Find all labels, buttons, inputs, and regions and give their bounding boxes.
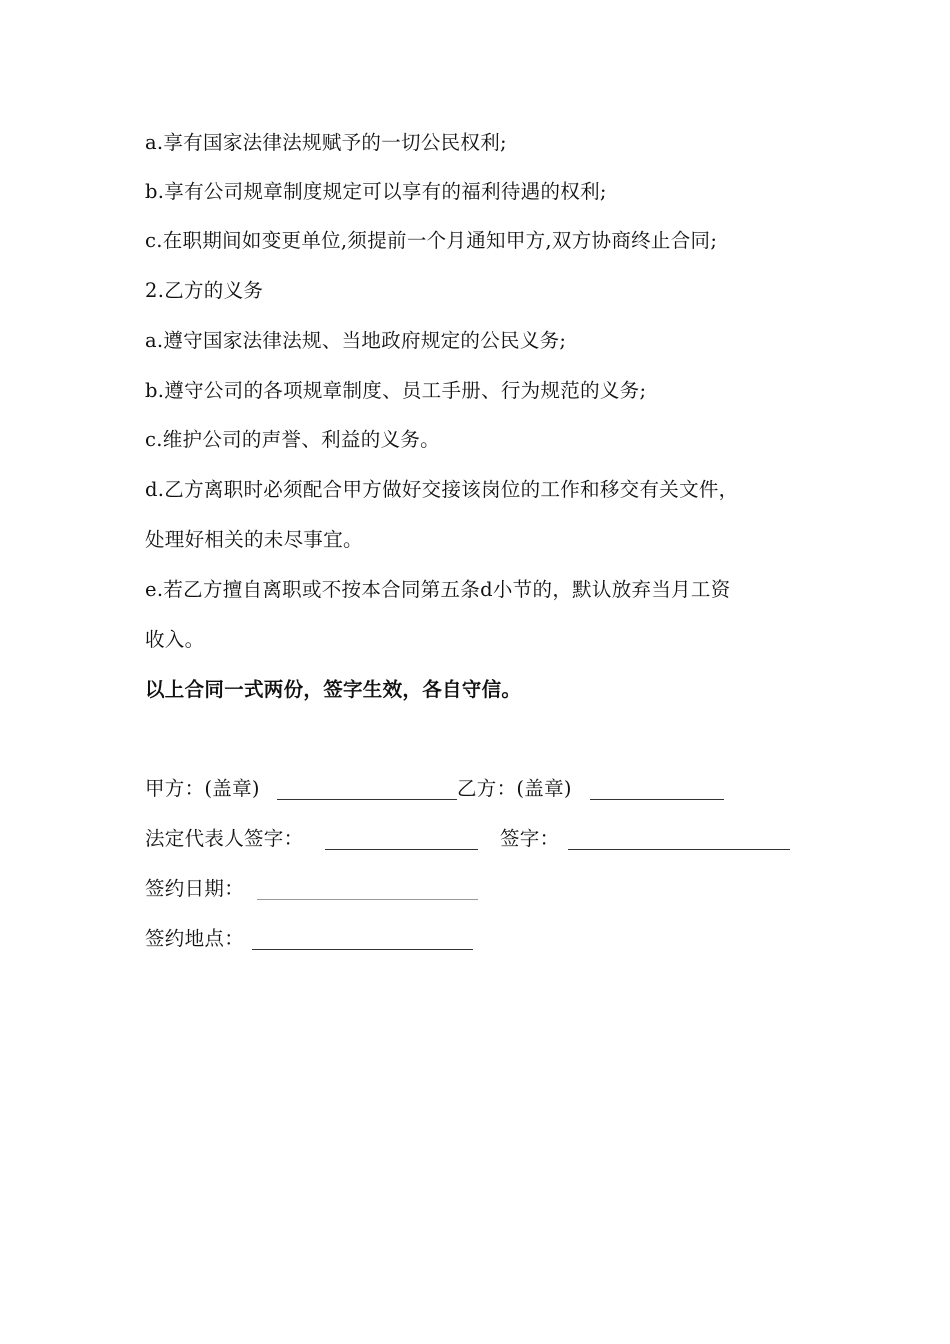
sign-label: 签字： <box>500 827 560 850</box>
sign-line[interactable] <box>568 829 790 850</box>
party-a-seal-line[interactable] <box>277 779 457 800</box>
sign-place-label: 签约地点： <box>145 927 245 950</box>
paragraph: a.享有国家法律法规赋予的一切公民权利; <box>145 131 507 154</box>
paragraph: b.享有公司规章制度规定可以享有的福利待遇的权利; <box>145 180 607 203</box>
sign-date-line[interactable] <box>257 879 478 900</box>
paragraph: d.乙方离职时必须配合甲方做好交接该岗位的工作和移交有关文件， <box>145 478 739 501</box>
party-b-label: 乙方：(盖章) <box>457 777 572 800</box>
paragraph: 收入。 <box>145 628 205 651</box>
closing-statement: 以上合同一式两份，签字生效，各自守信。 <box>145 678 522 701</box>
party-a-label: 甲方：(盖章) <box>145 777 260 800</box>
legal-rep-sign-label: 法定代表人签字： <box>145 827 304 850</box>
sign-place-line[interactable] <box>252 929 473 950</box>
paragraph: 处理好相关的未尽事宜。 <box>145 528 363 551</box>
party-b-seal-line[interactable] <box>590 779 724 800</box>
sign-date-label: 签约日期： <box>145 877 245 900</box>
paragraph: c.在职期间如变更单位,须提前一个月通知甲方,双方协商终止合同; <box>145 229 718 252</box>
legal-rep-sign-line[interactable] <box>325 829 478 850</box>
paragraph: e.若乙方擅自离职或不按本合同第五条d小节的，默认放弃当月工资 <box>145 578 731 601</box>
paragraph: c.维护公司的声誉、利益的义务。 <box>145 428 440 451</box>
paragraph: a.遵守国家法律法规、当地政府规定的公民义务; <box>145 329 567 352</box>
paragraph: b.遵守公司的各项规章制度、员工手册、行为规范的义务; <box>145 379 647 402</box>
section-heading: 2.乙方的义务 <box>145 279 264 302</box>
